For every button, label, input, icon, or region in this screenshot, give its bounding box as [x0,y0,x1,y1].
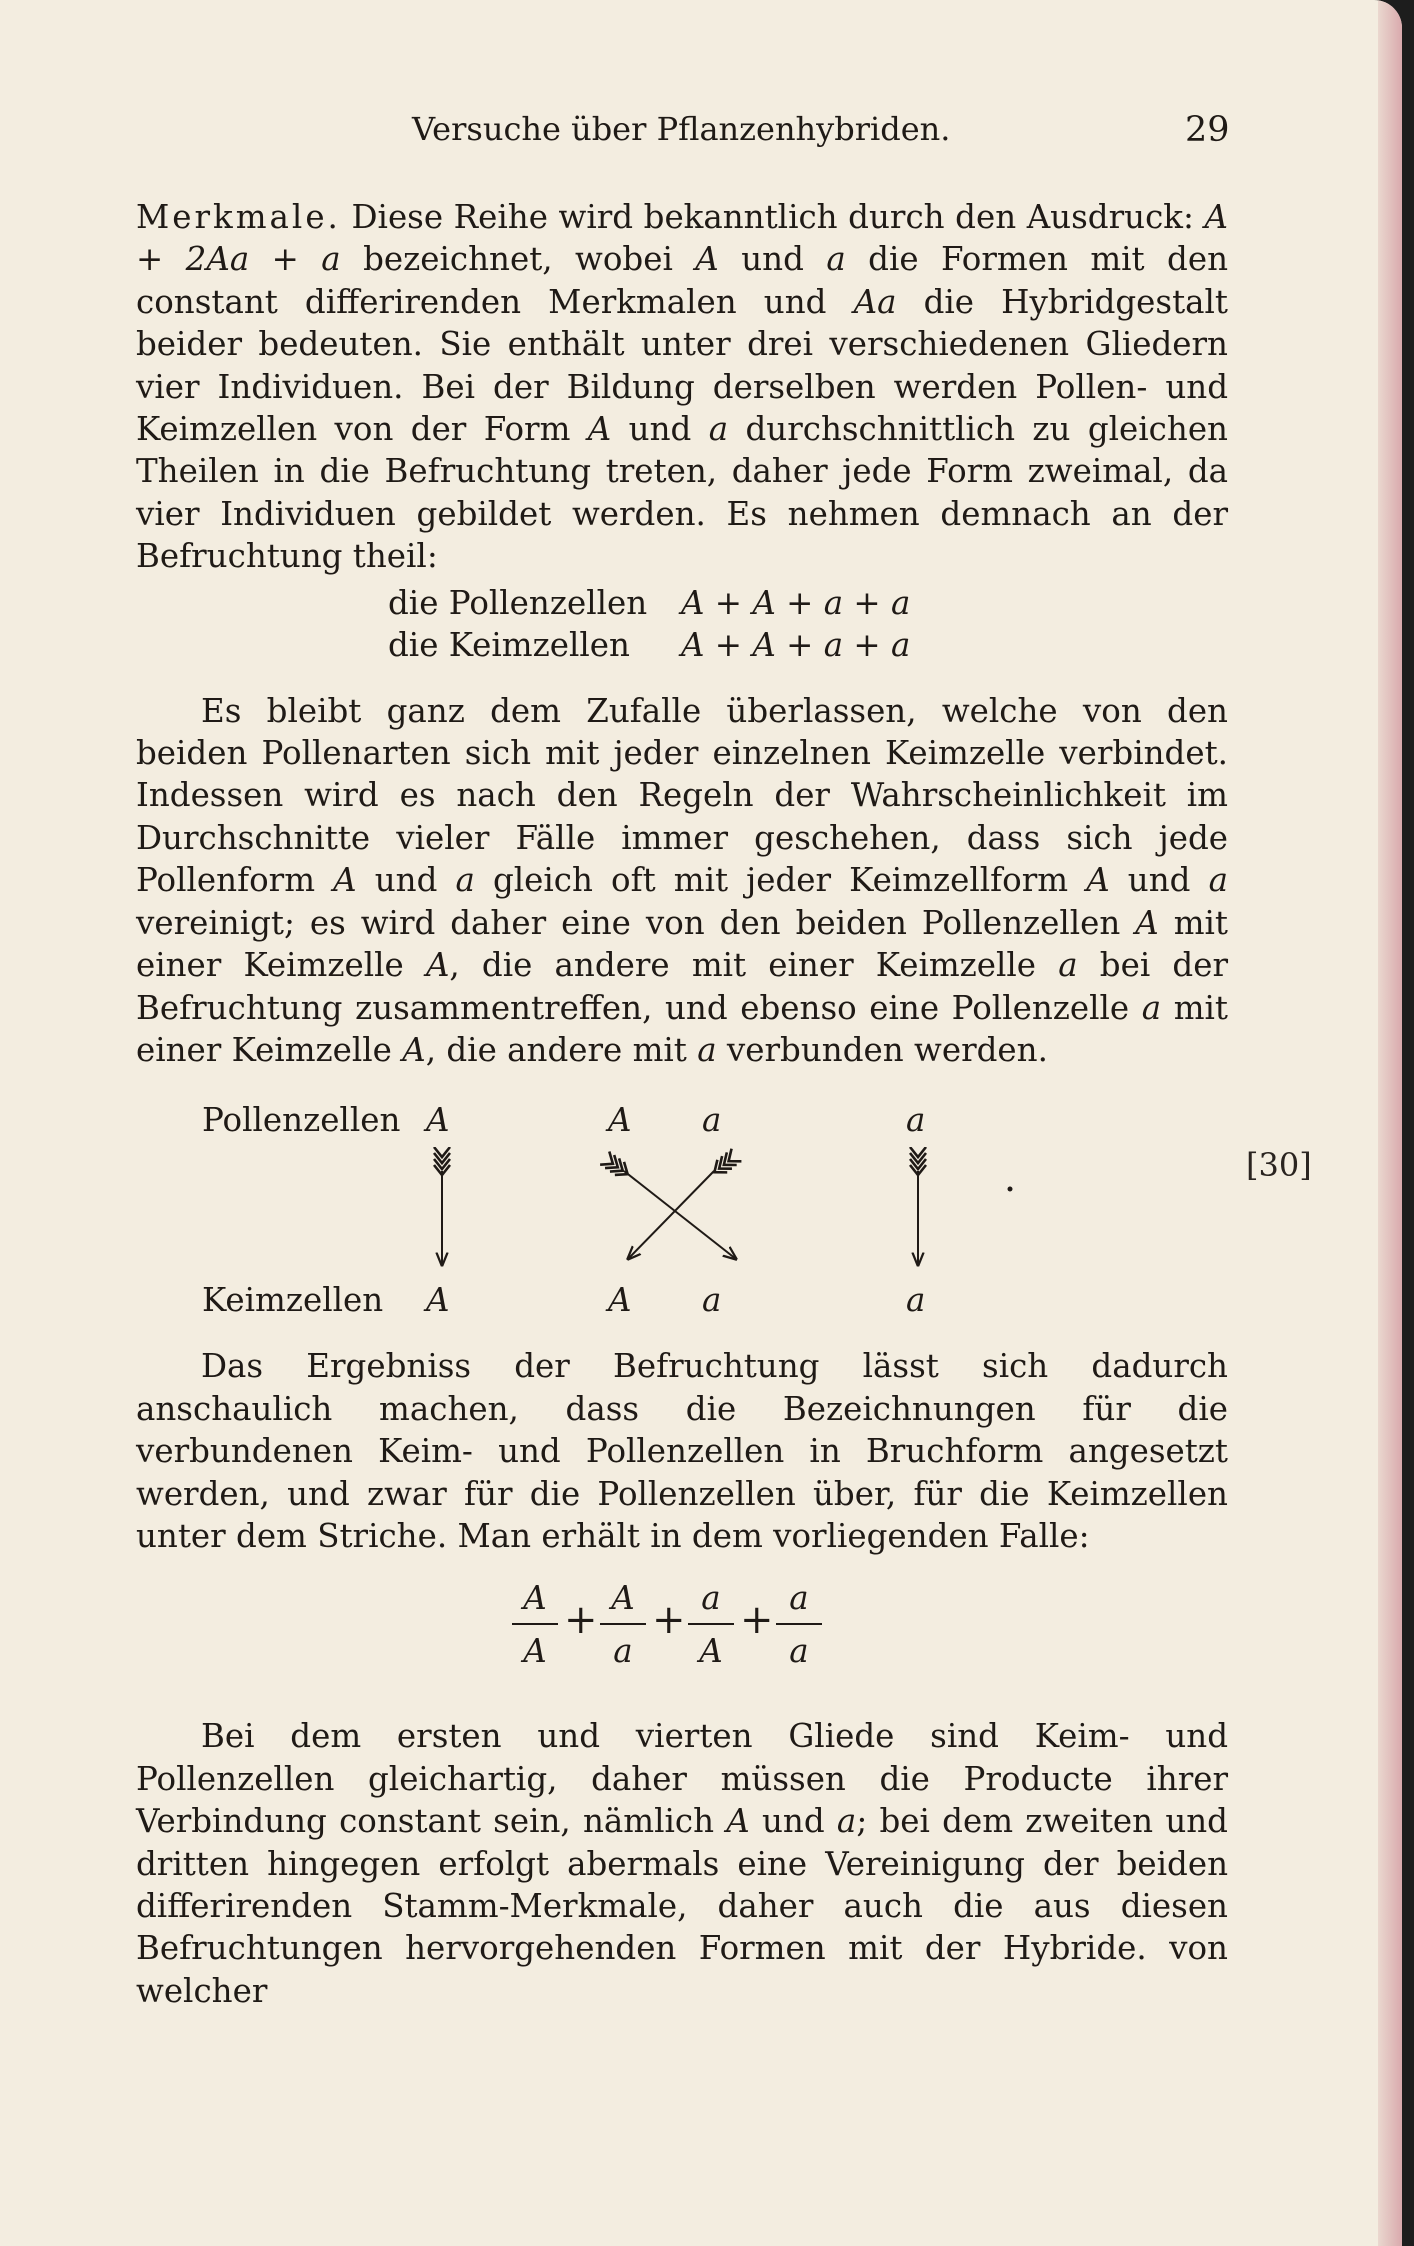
fertilization-diagram [136,1101,1228,1345]
plus-sign: + [652,1597,686,1644]
text-run: ; bei dem zweiten und dritten hingegen erfolgt abermals eine Vereinigung der beiden differirenden Stamm-Merkmale, daher auch die aus diesen Befruchtungen hervorgehenden Formen mit der Hybride. von welcher [136,1802,1228,2010]
text-run: Diese Reihe wird bekanntlich durch den Ausdruck: [340,198,1194,236]
text-run: mit einer Keimzelle [136,903,1228,985]
text-run: vereinigt; es wird daher eine von den beiden Pollenzellen [136,903,1136,942]
numerator: a [789,1579,809,1618]
numerator: a [701,1579,721,1618]
symbol: A [726,1802,750,1841]
formula-label: die Pollenzellen [388,583,648,622]
fraction-term-4 [774,1579,824,1669]
symbol: A [1135,903,1159,942]
keim-cell-3: a [702,1281,722,1320]
text-run: und [611,410,709,449]
keim-cell-4: a [906,1281,926,1320]
text-run: bezeichnet, wobei [340,240,696,279]
symbol: a [1058,946,1078,985]
text-run: und [749,1802,837,1841]
denominator: A [699,1632,723,1671]
fraction-expression [136,1579,1228,1689]
paragraph-2 [136,690,1228,1072]
text-run: mit einer Keimzelle [136,988,1228,1069]
text-run: Es bleibt ganz dem Zufalle überlassen, welche von den beiden Pollenarten sich mit jeder einzelnen Keimzelle verbindet. Indessen wird es nach den Regeln der Wahrscheinlichkeit im Durchschnitte vieler Fälle immer geschehen, dass sich jede Pollenform [136,691,1228,900]
text-run: und [1109,861,1209,900]
symbol: a [1208,861,1228,900]
formula-line-keim [136,624,1228,666]
plus-sign: + [564,1597,598,1644]
formula-line-pollen [136,582,1228,624]
symbol: A [333,861,357,900]
running-header [0,110,1402,160]
symbol: Aa [853,282,897,321]
keim-cell-1: A [426,1281,450,1320]
symbol: A [1086,861,1110,900]
text-run: gleich oft mit jeder Keimzellform [474,861,1087,900]
page-number: 29 [1185,110,1230,150]
gamete-formulas [136,582,1228,666]
denominator: a [613,1632,633,1671]
paragraph-1 [136,196,1228,578]
pollen-cell-1: A [426,1101,450,1140]
pollen-cell-2: A [608,1101,632,1140]
arrow-cross-2 [628,1149,741,1259]
symbol: a [1141,988,1162,1027]
formula-inline: A + 2Aa + a [136,198,1228,279]
formula-expression: A + A + a + a [681,583,911,622]
header-title: Versuche über Pflanzenhybriden. [412,110,951,148]
spaced-word: Merkmale. [136,198,341,236]
formula-expression: A + A + a + a [681,625,911,664]
formula-label: die Keimzellen [388,625,630,664]
symbol: a [455,861,475,900]
symbol: a [826,240,846,279]
text-run: und [718,240,827,279]
numerator: A [611,1579,635,1618]
symbol: A [402,1030,426,1069]
margin-page-reference: [30] [1246,1146,1312,1184]
numerator: A [523,1579,547,1618]
keim-row-label: Keimzellen [202,1281,384,1320]
denominator: A [523,1632,547,1671]
symbol: a [836,1802,857,1841]
denominator: a [789,1632,809,1671]
text-run: , die andere mit einer Keimzelle [449,946,1059,985]
fraction-term-3 [686,1579,736,1669]
text-run: Bei dem ersten und vierten Gliede sind Keim- und Pollenzellen gleichartig, daher müssen die Producte ihrer Verbindung constant sein, nämlich [136,1717,1228,1841]
body-text [136,196,1228,2012]
text-run: verbunden werden. [716,1030,1048,1069]
text-run: , die andere mit [425,1030,698,1069]
keim-cell-2: A [608,1281,632,1320]
fraction-term-1 [510,1579,560,1669]
symbol: a [708,410,729,449]
plus-sign: + [740,1597,774,1644]
pollen-row-label: Pollenzellen [202,1101,401,1140]
symbol: A [587,410,612,449]
text-run: die Formen mit den constant differirenden Merkmalen und [136,240,1228,321]
paragraph-4 [136,1715,1228,2012]
pollen-cell-4: a [906,1101,926,1140]
pairing-arrows [136,1147,1136,1287]
page-edge [1378,0,1402,2246]
text-run: bei der Befruchtung zusammentreffen, und ebenso eine Pollenzelle [136,946,1228,1027]
arrow-straight-1 [434,1147,450,1265]
text-run: durchschnittlich zu gleichen Theilen in die Befruchtung treten, daher jede Form zweimal, da vier Individuen gebildet werden. Es nehmen demnach an der Befruchtung theil: [136,410,1228,576]
text-run: die Hybridgestalt beider bedeuten. Sie enthält unter drei verschiedenen Gliedern vier Individuen. Bei der Bildung derselben werden Pollen- und Keimzellen von der Form [136,282,1228,449]
fraction-term-2 [598,1579,648,1669]
arrow-straight-2 [910,1147,926,1265]
symbol: A [695,240,719,279]
text-run: und [356,861,456,900]
paragraph-3: Das Ergebniss der Befruchtung lässt sich dadurch anschaulich machen, dass die Bezeichnungen für die verbundenen Keim- und Pollenzellen in Bruchform angesetzt werden, und zwar für die Pollenzellen über, für die Keimzellen unter dem Striche. Man erhält in dem vorliegenden Falle: [136,1347,1228,1555]
pollen-cell-3: a [702,1101,722,1140]
symbol: A [425,946,450,985]
ink-dot [1008,1187,1013,1192]
symbol: a [697,1030,717,1069]
